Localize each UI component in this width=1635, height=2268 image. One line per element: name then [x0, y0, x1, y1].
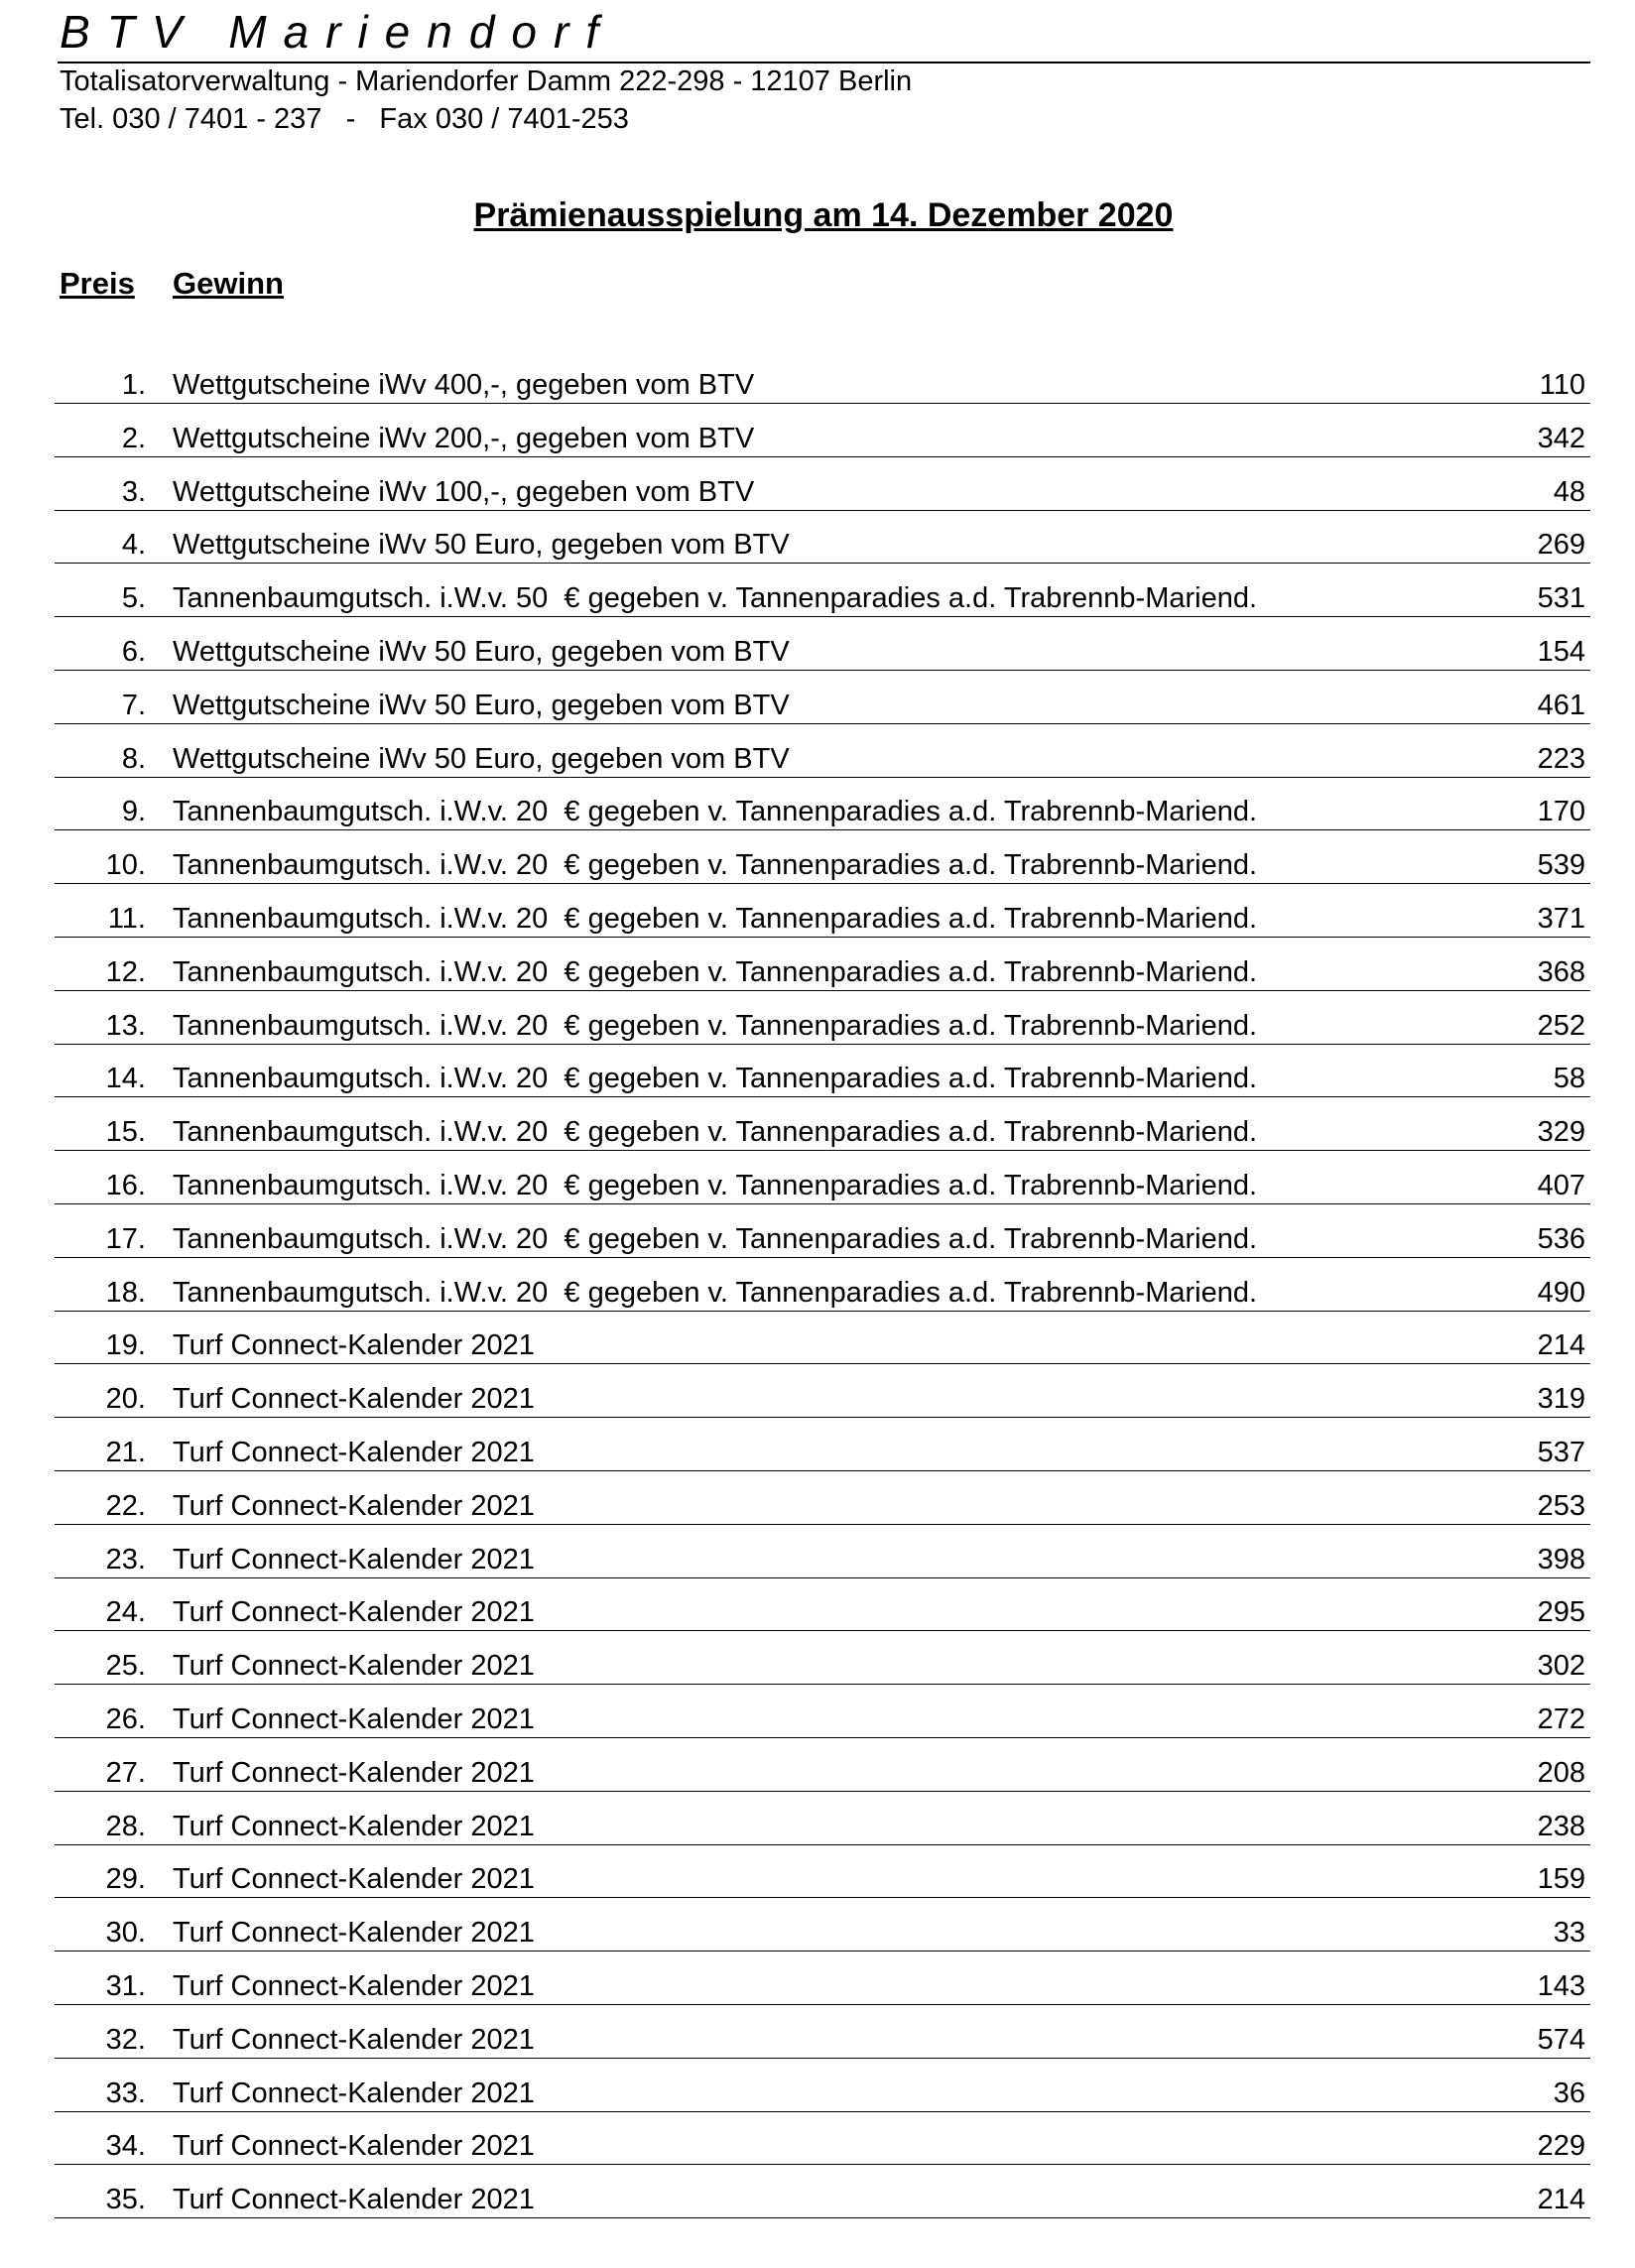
- prize-row: [55, 726, 1590, 778]
- prize-row: [55, 1473, 1590, 1525]
- prize-rank: 1.: [121, 369, 146, 401]
- prize-description: Tannenbaumgutsch. i.W.v. 20 € gegeben v. Tannenparadies a.d. Trabrennb-Mariend.: [173, 1276, 1258, 1309]
- prize-rank: 24.: [105, 1596, 146, 1629]
- prize-row: [55, 1579, 1590, 1631]
- prize-description: Turf Connect-Kalender 2021: [173, 1756, 535, 1789]
- winning-number: 110: [1539, 369, 1585, 401]
- prize-description: Tannenbaumgutsch. i.W.v. 50 € gegeben v. Tannenparadies a.d. Trabrennb-Mariend.: [173, 582, 1258, 615]
- prize-description: Wettgutscheine iWv 50 Euro, gegeben vom BTV: [173, 742, 790, 775]
- winning-number: 574: [1537, 2023, 1585, 2056]
- prize-description: Tannenbaumgutsch. i.W.v. 20 € gegeben v. Tannenparadies a.d. Trabrennb-Mariend.: [173, 849, 1258, 882]
- winning-number: 208: [1537, 1756, 1585, 1789]
- winning-number: 214: [1537, 1329, 1585, 1362]
- prize-rank: 28.: [105, 1810, 146, 1842]
- prize-row: [55, 512, 1590, 564]
- prize-rank: 26.: [105, 1702, 146, 1735]
- prize-description: Turf Connect-Kalender 2021: [173, 1543, 535, 1575]
- winning-number: 229: [1537, 2130, 1585, 2163]
- prize-row: [55, 1740, 1590, 1792]
- winning-number: 302: [1537, 1650, 1585, 1683]
- prize-rank: 21.: [105, 1436, 146, 1468]
- winning-number: 537: [1537, 1436, 1585, 1468]
- prize-row: [55, 886, 1590, 938]
- prize-row: [55, 352, 1590, 404]
- prize-row: [55, 1527, 1590, 1578]
- prize-rank: 34.: [105, 2130, 146, 2163]
- prize-row: [55, 832, 1590, 884]
- prize-description: Turf Connect-Kalender 2021: [173, 1810, 535, 1842]
- prize-description: Tannenbaumgutsch. i.W.v. 20 € gegeben v. Tannenparadies a.d. Trabrennb-Mariend.: [173, 1169, 1258, 1201]
- winning-number: 269: [1537, 529, 1585, 562]
- winning-number: 490: [1537, 1276, 1585, 1309]
- prize-row: [55, 1099, 1590, 1151]
- org-name: BTV Mariendorf: [60, 6, 616, 58]
- prize-description: Tannenbaumgutsch. i.W.v. 20 € gegeben v. Tannenparadies a.d. Trabrennb-Mariend.: [173, 796, 1258, 828]
- winning-number: 48: [1553, 475, 1585, 508]
- prize-description: Tannenbaumgutsch. i.W.v. 20 € gegeben v. Tannenparadies a.d. Trabrennb-Mariend.: [173, 1009, 1258, 1042]
- prize-rank: 20.: [105, 1383, 146, 1416]
- prize-row: [55, 2061, 1590, 2112]
- prize-rank: 23.: [105, 1543, 146, 1575]
- prize-rank: 29.: [105, 1863, 146, 1896]
- prize-description: Turf Connect-Kalender 2021: [173, 2184, 535, 2216]
- winning-number: 58: [1553, 1063, 1585, 1095]
- prize-row: [55, 2167, 1590, 2218]
- winning-number: 342: [1537, 422, 1585, 454]
- winning-number: 368: [1537, 955, 1585, 988]
- prize-description: Tannenbaumgutsch. i.W.v. 20 € gegeben v. Tannenparadies a.d. Trabrennb-Mariend.: [173, 955, 1258, 988]
- prize-row: [55, 1420, 1590, 1471]
- prize-description: Wettgutscheine iWv 50 Euro, gegeben vom BTV: [173, 635, 790, 668]
- winning-number: 371: [1537, 902, 1585, 935]
- winning-number: 154: [1537, 635, 1585, 668]
- prize-rank: 7.: [121, 689, 146, 721]
- winning-number: 272: [1537, 1702, 1585, 1735]
- winning-number: 398: [1537, 1543, 1585, 1575]
- prize-rank: 2.: [121, 422, 146, 454]
- prize-description: Turf Connect-Kalender 2021: [173, 1650, 535, 1683]
- prize-rank: 14.: [105, 1063, 146, 1095]
- winning-number: 531: [1537, 582, 1585, 615]
- prize-description: Turf Connect-Kalender 2021: [173, 1383, 535, 1416]
- prize-description: Turf Connect-Kalender 2021: [173, 1917, 535, 1950]
- prize-rank: 5.: [121, 582, 146, 615]
- prize-description: Wettgutscheine iWv 400,-, gegeben vom BTV: [173, 369, 755, 401]
- column-header-preis: Preis: [60, 266, 135, 301]
- prize-row: [55, 2113, 1590, 2165]
- prize-row: [55, 1900, 1590, 1952]
- page-title: Prämienausspielung am 14. Dezember 2020: [473, 196, 1174, 234]
- prize-rank: 12.: [105, 955, 146, 988]
- prize-rank: 25.: [105, 1650, 146, 1683]
- winning-number: 461: [1537, 689, 1585, 721]
- winning-number: 407: [1537, 1169, 1585, 1201]
- prize-description: Turf Connect-Kalender 2021: [173, 1969, 535, 2002]
- prize-rank: 3.: [121, 475, 146, 508]
- column-header-gewinn: Gewinn: [173, 266, 284, 301]
- prize-rank: 33.: [105, 2077, 146, 2109]
- prize-rank: 18.: [105, 1276, 146, 1309]
- prize-rank: 10.: [105, 849, 146, 882]
- prize-row: [55, 1206, 1590, 1258]
- prize-rank: 8.: [121, 742, 146, 775]
- winning-number: 159: [1537, 1863, 1585, 1896]
- prize-row: [55, 1153, 1590, 1204]
- prize-description: Tannenbaumgutsch. i.W.v. 20 € gegeben v. Tannenparadies a.d. Trabrennb-Mariend.: [173, 902, 1258, 935]
- prize-rank: 6.: [121, 635, 146, 668]
- prize-row: [55, 1846, 1590, 1898]
- prize-rank: 31.: [105, 1969, 146, 2002]
- prize-row: [55, 1313, 1590, 1364]
- winning-number: 143: [1537, 1969, 1585, 2002]
- prize-row: [55, 1687, 1590, 1738]
- prize-rank: 22.: [105, 1489, 146, 1522]
- prize-row: [55, 1633, 1590, 1685]
- prize-rank: 15.: [105, 1116, 146, 1149]
- prize-rank: 13.: [105, 1009, 146, 1042]
- prize-description: Turf Connect-Kalender 2021: [173, 1489, 535, 1522]
- prize-description: Turf Connect-Kalender 2021: [173, 2130, 535, 2163]
- prize-description: Tannenbaumgutsch. i.W.v. 20 € gegeben v. Tannenparadies a.d. Trabrennb-Mariend.: [173, 1063, 1258, 1095]
- prize-row: [55, 2007, 1590, 2059]
- winning-number: 329: [1537, 1116, 1585, 1149]
- org-phone-fax: Tel. 030 / 7401 - 237 - Fax 030 / 7401-253: [60, 103, 629, 135]
- prize-row: [55, 1953, 1590, 2005]
- prize-description: Wettgutscheine iWv 50 Euro, gegeben vom BTV: [173, 689, 790, 721]
- prize-row: [55, 1366, 1590, 1418]
- prize-rank: 9.: [121, 796, 146, 828]
- winning-number: 295: [1537, 1596, 1585, 1629]
- prize-rank: 4.: [121, 529, 146, 562]
- prize-row: [55, 993, 1590, 1045]
- prize-description: Wettgutscheine iWv 50 Euro, gegeben vom BTV: [173, 529, 790, 562]
- prize-description: Turf Connect-Kalender 2021: [173, 2023, 535, 2056]
- prize-description: Turf Connect-Kalender 2021: [173, 1863, 535, 1896]
- prize-description: Turf Connect-Kalender 2021: [173, 2077, 535, 2109]
- winning-number: 238: [1537, 1810, 1585, 1842]
- winning-number: 223: [1537, 742, 1585, 775]
- prize-row: [55, 406, 1590, 457]
- winning-number: 36: [1553, 2077, 1585, 2109]
- prize-description: Tannenbaumgutsch. i.W.v. 20 € gegeben v. Tannenparadies a.d. Trabrennb-Mariend.: [173, 1116, 1258, 1149]
- prize-rank: 35.: [105, 2184, 146, 2216]
- prize-row: [55, 1260, 1590, 1312]
- prize-rank: 19.: [105, 1329, 146, 1362]
- winning-number: 252: [1537, 1009, 1585, 1042]
- prize-description: Turf Connect-Kalender 2021: [173, 1436, 535, 1468]
- prize-description: Turf Connect-Kalender 2021: [173, 1596, 535, 1629]
- winning-number: 33: [1553, 1917, 1585, 1950]
- winning-number: 170: [1537, 796, 1585, 828]
- winning-number: 253: [1537, 1489, 1585, 1522]
- prize-rank: 27.: [105, 1756, 146, 1789]
- prize-row: [55, 673, 1590, 724]
- org-address: Totalisatorverwaltung - Mariendorfer Damm 222-298 - 12107 Berlin: [60, 65, 913, 97]
- prize-row: [55, 1046, 1590, 1097]
- winning-number: 536: [1537, 1222, 1585, 1255]
- prize-row: [55, 566, 1590, 617]
- prize-description: Turf Connect-Kalender 2021: [173, 1329, 535, 1362]
- prize-rank: 17.: [105, 1222, 146, 1255]
- prize-row: [55, 619, 1590, 671]
- winning-number: 214: [1537, 2184, 1585, 2216]
- prize-rank: 32.: [105, 2023, 146, 2056]
- prize-rank: 30.: [105, 1917, 146, 1950]
- prize-description: Wettgutscheine iWv 200,-, gegeben vom BTV: [173, 422, 755, 454]
- winning-number: 539: [1537, 849, 1585, 882]
- prize-description: Turf Connect-Kalender 2021: [173, 1702, 535, 1735]
- prize-list: [55, 352, 1590, 2220]
- prize-description: Wettgutscheine iWv 100,-, gegeben vom BTV: [173, 475, 755, 508]
- prize-rank: 16.: [105, 1169, 146, 1201]
- prize-row: [55, 1794, 1590, 1845]
- prize-rank: 11.: [107, 902, 146, 935]
- prize-row: [55, 779, 1590, 830]
- prize-row: [55, 940, 1590, 991]
- winning-number: 319: [1537, 1383, 1585, 1416]
- prize-description: Tannenbaumgutsch. i.W.v. 20 € gegeben v. Tannenparadies a.d. Trabrennb-Mariend.: [173, 1222, 1258, 1255]
- prize-row: [55, 459, 1590, 511]
